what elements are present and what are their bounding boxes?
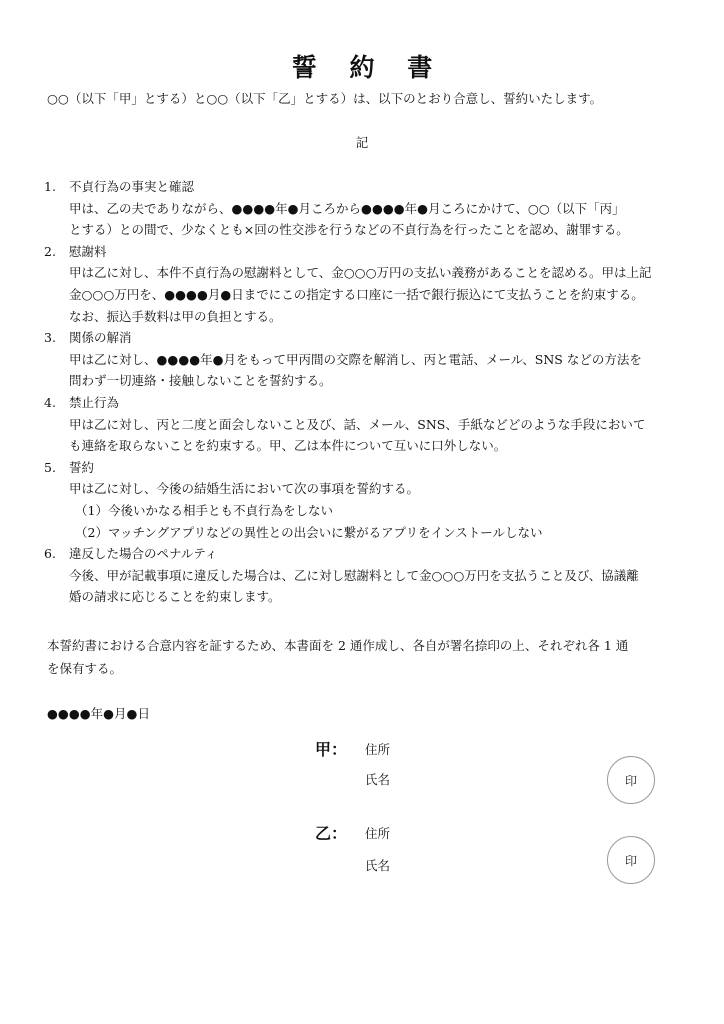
closing-line: 本誓約書における合意内容を証するため、本書面を 2 通作成し、各自が署名捺印の上、それぞれ各 1 通 <box>47 638 629 653</box>
clause-number: 2. <box>44 243 56 259</box>
ki-heading: 記 <box>355 135 369 150</box>
clause-line: も連絡を取らないことを約束する。甲、乙は本件について互いに口外しない。 <box>69 438 507 454</box>
clause-2 <box>44 241 694 327</box>
intro-paragraph: ○○（以下「甲」とする）と○○（以下「乙」とする）は、以下のとおり合意し、誓約いたします。 <box>47 91 603 106</box>
party-a-seal-circle <box>607 756 655 804</box>
clause-line: 問わず一切連絡・接触しないことを誓約する。 <box>69 373 332 389</box>
clause-number: 5. <box>44 459 56 475</box>
clause-heading: 禁止行為 <box>69 394 120 410</box>
clause-line: なお、振込手数料は甲の負担とする。 <box>69 308 282 324</box>
party-a-seal-text: 印 <box>624 773 637 788</box>
clause-line: 甲は乙に対し、今後の結婚生活において次の事項を誓約する。 <box>69 481 420 497</box>
party-b-seal-text: 印 <box>624 853 637 868</box>
clause-5 <box>44 457 694 543</box>
clause-3 <box>44 327 694 392</box>
document-title: 誓 約 書 <box>291 53 445 82</box>
party-a-label: 甲： <box>315 740 348 759</box>
clause-6 <box>44 543 694 608</box>
clause-heading: 関係の解消 <box>69 330 132 346</box>
document-date: ●●●●年●月●日 <box>47 706 150 721</box>
clause-list <box>44 176 694 608</box>
party-a-name-label: 氏名 <box>365 772 391 787</box>
clause-number: 1. <box>44 179 56 194</box>
clause-heading: 慰謝料 <box>69 243 107 259</box>
clause-4 <box>44 392 694 457</box>
party-b-label: 乙： <box>315 824 348 843</box>
clause-number: 4. <box>44 394 56 410</box>
clause-line: 金○○○万円を、●●●●月●日までにこの指定する口座に一括で銀行振込にて支払うことを約束する。 <box>69 286 644 302</box>
party-b-address-label: 住所 <box>365 826 391 841</box>
clause-heading: 誓約 <box>69 459 95 475</box>
party-a-address-label: 住所 <box>365 742 391 757</box>
clause-number: 6. <box>44 546 56 562</box>
clause-line: 今後、甲が記載事項に違反した場合は、乙に対し慰謝料として金○○○万円を支払うこと及び、協議離 <box>69 567 639 583</box>
clause-line: 甲は、乙の夫でありながら、●●●●年●月ころから●●●●年●月ころにかけて、○○（以下「丙」 <box>69 200 625 216</box>
clause-line: 甲は乙に対し、本件不貞行為の慰謝料として、金○○○万円の支払い義務があることを認める。甲は上記 <box>69 265 652 281</box>
clause-subitem: （2）マッチングアプリなどの異性との出会いに繋がるアプリをインストールしない <box>75 524 543 540</box>
clause-subitem: （1）今後いかなる相手とも不貞行為をしない <box>75 502 333 518</box>
clause-heading: 違反した場合のペナルティ <box>69 546 218 562</box>
clause-number: 3. <box>44 330 56 346</box>
clause-line: 婚の請求に応じることを約束します。 <box>69 589 281 605</box>
closing-line: を保有する。 <box>47 661 123 676</box>
clause-line: とする）との間で、少なくとも×回の性交渉を行うなどの不貞行為を行ったことを認め、謝罪する。 <box>69 222 629 238</box>
clause-line: 甲は乙に対し、●●●●年●月をもって甲丙間の交際を解消し、丙と電話、メール、SNS などの方法を <box>69 351 642 367</box>
closing-paragraph <box>47 634 677 680</box>
clause-line: 甲は乙に対し、丙と二度と面会しないこと及び、話、メール、SNS、手紙などどのような手段において <box>69 416 646 432</box>
clause-heading: 不貞行為の事実と確認 <box>69 179 195 194</box>
clause-1 <box>44 176 694 241</box>
party-b-name-label: 氏名 <box>365 858 391 873</box>
party-b-seal-circle <box>607 836 655 884</box>
